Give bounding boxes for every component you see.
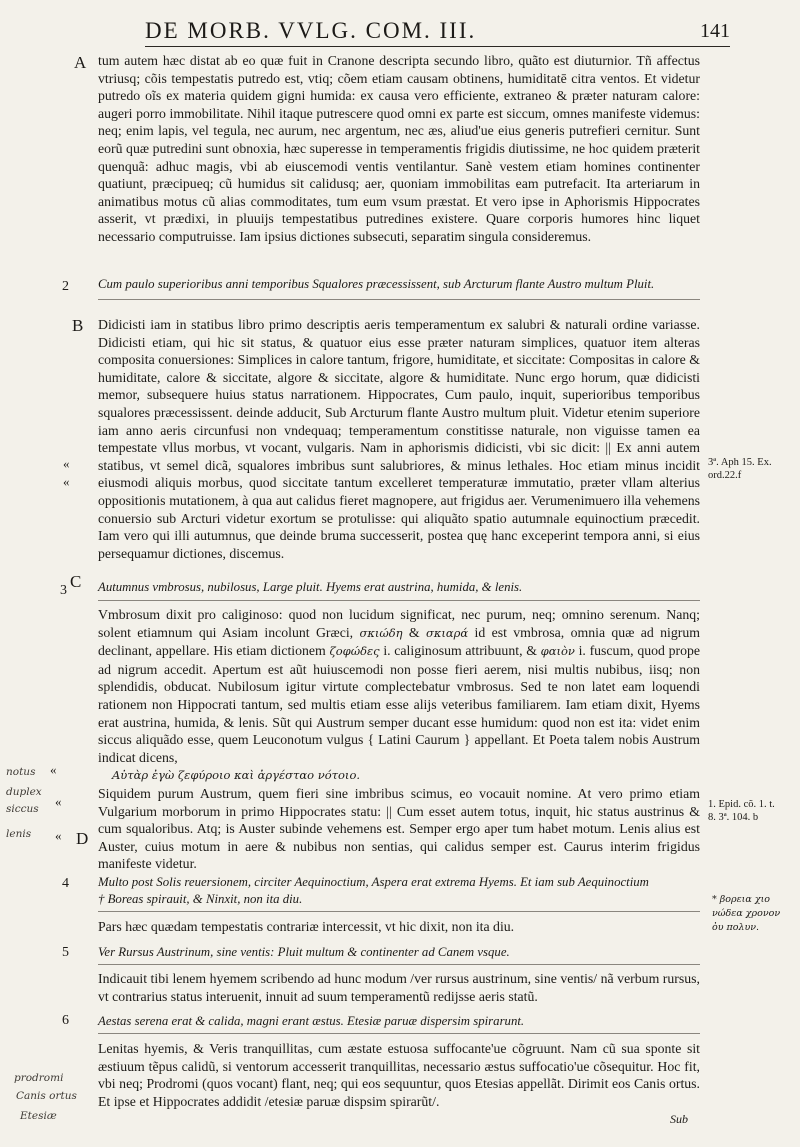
rule-line xyxy=(98,600,700,601)
section-number: 5 xyxy=(62,945,69,960)
commentary-paragraph xyxy=(98,606,700,766)
lemma-text: † Boreas spirauit, & Ninxit, non ita diu. xyxy=(98,892,303,906)
commentary-paragraph: Didicisti iam in statibus libro primo descriptis aeris temperamentum ex salubri & naturali ordine variasse. Didicisti etiam, qui hic sit status, & quatuor eius esse præter naturam simplices, quatuor item alteras composita conuersiones: Simplices in calore tantum, frigore, humiditate, et siccitate: Compositas in calore & humiditate, calore & siccitate, algore & siccitate, algore & humiditate. Nunc ergo horum, quæ didicisti memor, subsequere huius status narrationem. Hippocrates, Cum paulo, inquit, superioribus temporibus squalores præcessissent. deinde adducit, Sub Arcturum flante Austro multum pluit. Videtur etenim superiore iam anno aeris circunfusi non vndequaq; temperamentum constitisse naturale, non viguisse tamen ea tempestate vllus morbus, vt vocant, vulgaris. Nam in aphorismis didicisti, vbi sic dicit: || Ex anni autem statibus, vt semel dicã, squalores imbribus sunt salubriores, & minus lethales. Hoc etiam minus incidit eiusmodi aliquis morbus, quod siccitate tantum excelleret temperaturæ immutatio, præter vllam alterius oppositionis mutationem, à qua aut calidus fieret magnopere, aut frigidus aer. Verumenimuero illa vehemens conuersio sub Arcturi videtur exortum se protulisse: qui aliquãto spatio autumnale equinoctium præcedit. Iam vero qui illi autumnus, que deinde bruma successerit, postea quę hanc exceperint tempora anni, si eius persequamur dictiones, discemus. xyxy=(98,317,700,561)
margin-reference: 1. Epid. cõ. 1. t. xyxy=(708,799,775,810)
greek-word: σκιώδη xyxy=(359,625,403,640)
quotation-mark: « xyxy=(55,828,62,843)
lemma-text: Cum paulo superioribus anni temporibus Squalores præcessissent, sub Arcturum flante Austro multum Pluit. xyxy=(98,277,655,291)
commentary-paragraph: Pars hæc quædam tempestatis contrariæ intercessit, vt hic dixit, non ita diu. xyxy=(98,919,515,934)
section-letter-d: D xyxy=(76,829,89,848)
rule-line xyxy=(98,964,700,965)
section-letter-a: A xyxy=(74,53,87,72)
margin-greek-note: νώδεα χρονον xyxy=(712,908,781,919)
running-head: DE MORB. VVLG. COM. III. xyxy=(145,18,477,43)
commentary-paragraph: tum autem hæc distat ab eo quæ fuit in Cranone descripta secundo libro, quãto est diuturnior. Tñ affectus vtriusq; cõis tempestatis putredo est, vtiq; cõem etiam causam obtinens, humiditatē citra ventos. Et videtur putredo oĩs ex materia quidem gigni humida: ex causa vero efficiente, extraneo & præter naturam calore: augeri porro immobilitate. Nihil itaque putrescere quod omni ex parte est siccum, omnes manifeste videmus: neq; enim lapis, vel tegula, nec aurum, nec argentum, nec æs, aliud'ue eius generis putrefieri cernitur. Sunt eorũ quæ putredini sunt obnoxia, hæc superesse in temperamentis frigidis diutissime, ne hoc quidem præterit quenquã: adhuc magis, vbi ab eiuscemodi ventis ventilantur. Sanè vestem etiam homines continenter quatiunt, præcipueq; cũ humidus sit calidusq; aer, quoniam immobilitas eam putrefacit. Ita arteriarum in animatibus motus cũ alias commoditates, tum eum vsum præstat. Et vero ipse in Aphorismis Hippocrates asserit, vt prædixi, in pluuijs tempestatibus putredines existere. Quare corporis humores hinc liquet necessario computruisse. Iam ipsius dictiones subsecuti, separatim singula consideremus. xyxy=(98,53,700,244)
greek-word: ζοφώδες xyxy=(329,644,380,659)
section-letter-b: B xyxy=(72,316,84,335)
handwritten-note: duplex xyxy=(6,786,42,798)
margin-reference: 8. 3ª. 104. b xyxy=(708,812,759,823)
text-run: i. caliginosum attribuunt, & xyxy=(383,643,537,659)
lemma-text: Autumnus vmbrosus, nubilosus, Large pluit. Hyems erat austrina, humida, & lenis. xyxy=(98,580,523,594)
handwritten-note: lenis xyxy=(6,828,32,840)
section-number: 3 xyxy=(60,583,67,598)
lemma-block-2 xyxy=(98,276,700,293)
page-header xyxy=(145,18,730,47)
commentary-paragraph: Siquidem purum Austrum, quem fieri sine imbribus scimus, eo vocauit nomine. At vero primo etiam Vulgarium morborum in primo Hippocrates statu: || Cum esset autem totus, inquit, hic status austrinus & cum squaloribus. Atq; is Auster subinde vehemens est. Semper ergo aper tum habet motum. Lenis alius est Auster, cuius motum in aere & nubibus non sentias, qui calidus semper est. Caurus interim frigidus manifeste videtur. xyxy=(98,785,700,872)
margin-greek-note: ὀυ πολυν. xyxy=(712,922,760,933)
margin-greek-note: * βορεια χιο xyxy=(712,894,771,905)
lemma-text: Multo post Solis reuersionem, circiter Aequinoctium, Aspera erat extrema Hyems. Et iam sub Aequinoctium xyxy=(98,875,649,889)
section-number: 4 xyxy=(62,876,69,891)
text-run: id est vmbrosa, omnia quæ ad nigrum declinant, appellare. His etiam dictionem xyxy=(98,624,700,659)
section-letter-c: C xyxy=(70,572,82,591)
rule-line xyxy=(98,1033,700,1034)
quotation-mark: « xyxy=(63,456,70,471)
quotation-mark: « xyxy=(63,474,70,489)
margin-reference: ord.22.f xyxy=(708,470,742,481)
commentary-block-1 xyxy=(98,52,700,246)
quotation-mark: « xyxy=(55,794,62,809)
section-number: 2 xyxy=(62,279,69,294)
commentary-block-2 xyxy=(98,316,700,562)
catchword: Sub xyxy=(670,1112,688,1126)
section-number: 6 xyxy=(62,1013,69,1028)
handwritten-note: siccus xyxy=(6,803,39,815)
lemma-block-6 xyxy=(98,1013,700,1030)
greek-verse: Αὐτὰρ ἐγὼ ζεφύροιο καὶ ἀργέσταο νότοιο. xyxy=(112,768,361,783)
text-run: Vmbrosum dixit pro caliginoso: quod non lucidum significat, nec purum, neq; omnino serenum. Nanq; solent etiamnum qui Asiam incolunt Græci, xyxy=(98,607,700,640)
lemma-block-4 xyxy=(98,874,700,908)
lemma-block-3 xyxy=(98,579,700,596)
handwritten-note: Etesiæ xyxy=(20,1110,57,1122)
commentary-block-3 xyxy=(98,606,700,873)
rule-line xyxy=(98,911,700,912)
text-run: i. fuscum, quod prope ad nigrum accedit. Apertum est aũt huiuscemodi non posse fieri aerem, nisi multis nubibus, iisq; non splendidis, obducat. Nubilosum igitur virtute complectebatur vmbrosus. Sed te non latet eam loquendi rationem non Hippocrati tantum, sed multis etiam esse alijs veteribus familiarem. Iam etiam dixit, Hyems erat austrina, humida, & lenis. Sũt qui Austrum semper ducant esse humidum: quod non est ita: videt enim siccus aliquãdo esse, quem Leuconotum vulgus { Latini Caurum } appellant. Et Poeta talem nobis Austrum indicat dicens, xyxy=(98,643,701,765)
page-number: 141 xyxy=(700,20,730,42)
commentary-paragraph: Lenitas hyemis, & Veris tranquillitas, cum æstate estuosa suffocante'ue cõgruunt. Nam cũ sua sponte sit æstiuum tẽpus calidũ, si ventorum accesserit tranquillitas, necessario æstus suffocatio'ue cõsequitur. Hoc fit, vbi neq; Prodromi (quos vocant) flant, neq; qui eos sequuntur, quos Etesias appellãt. Dirimit eos Canis ortus. Et ipse et Hippocrates addidit /etesiæ paruæ dispsim spirarũt/. xyxy=(98,1041,700,1109)
handwritten-note: notus xyxy=(6,766,36,778)
lemma-text: Ver Rursus Austrinum, sine ventis: Pluit multum & continenter ad Canem vsque. xyxy=(98,945,510,959)
commentary-paragraph: Indicauit tibi lenem hyemem scribendo ad hunc modum /ver rursus austrinum, sine ventis/ nã verbum rursus, vt contrarius status interuenit, innuit ad suum temperamentũ redijsse aeris statũ. xyxy=(98,971,700,1004)
handwritten-note: prodromi xyxy=(14,1072,64,1084)
quotation-mark: « xyxy=(50,762,57,777)
lemma-text: Aestas serena erat & calida, magni erant æstus. Etesiæ paruæ dispersim spirarunt. xyxy=(98,1014,525,1028)
margin-reference: 3ª. Aph 15. Ex. xyxy=(708,457,772,468)
commentary-block-4 xyxy=(98,918,700,936)
text-run: & xyxy=(408,624,420,640)
commentary-block-5 xyxy=(98,970,700,1005)
verse-quotation xyxy=(98,766,700,785)
rule-line xyxy=(98,299,700,300)
handwritten-note: Canis ortus xyxy=(16,1090,77,1102)
greek-word: φαιὸν xyxy=(540,644,575,659)
commentary-block-6 xyxy=(98,1040,700,1110)
lemma-block-5 xyxy=(98,944,700,961)
greek-word: σκιαρά xyxy=(425,625,469,640)
